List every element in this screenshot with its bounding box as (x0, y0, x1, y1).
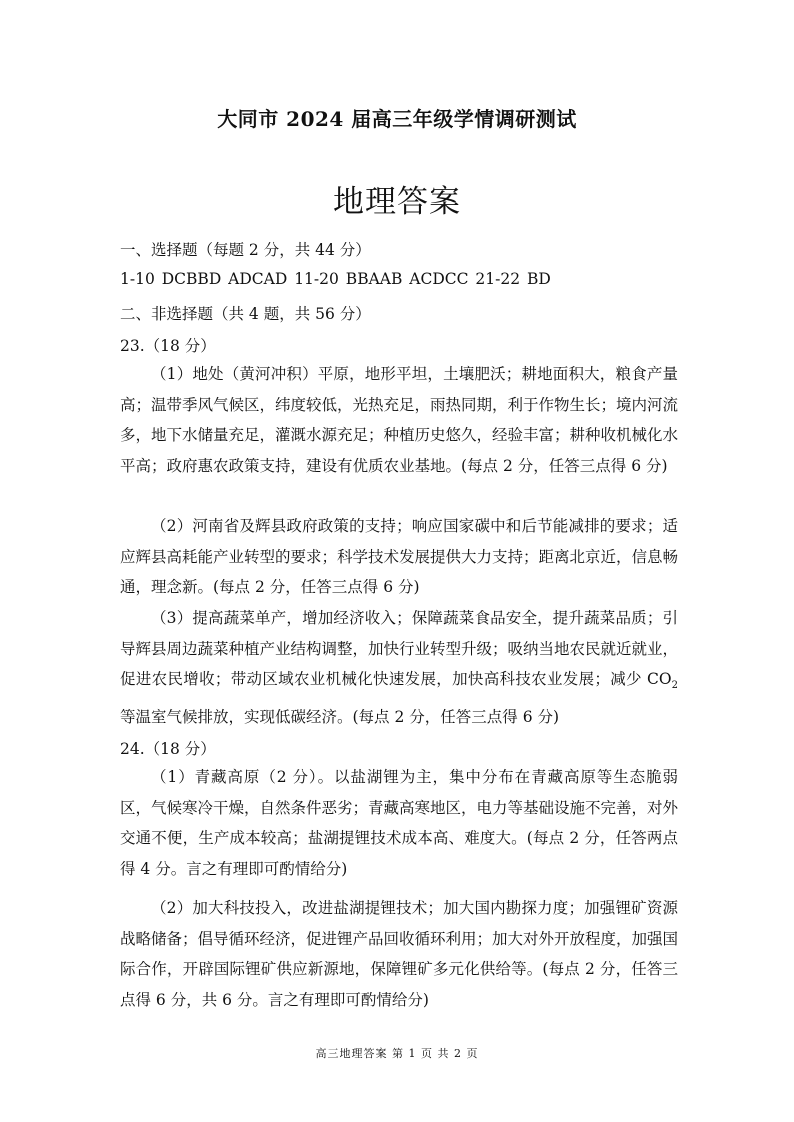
page-footer: 高三地理答案 第 1 页 共 2 页 (315, 1047, 479, 1060)
section1-heading: 一、选择题（每题 2 分，共 44 分） (120, 241, 371, 259)
q23-part1: （1）地处（黄河冲积）平原，地形平坦，土壤肥沃；耕地面积大，粮食产量高；温带季风气候区，纬度较低，光热充足，雨热同期，利于作物生长；境内河流多，地下水储量充足，灌溉水源充足；种植历史悠久，经验丰富；耕种收机械化水平高；政府惠农政策支持，建设有优质农业基地。(每点 2 分，任答三点得 6 分) (120, 365, 679, 475)
q23-part3-subscript: 2 (671, 680, 678, 692)
q24-part2: （2）加大科技投入，改进盐湖提锂技术；加大国内勘探力度；加强锂矿资源战略储备；倡导循环经济，促进锂产品回收循环利用；加大对外开放程度，加强国际合作，开辟国际锂矿供应新源地，保障锂矿多元化供给等。(每点 2 分，任答三点得 6 分，共 6 分。言之有理即可酌情给分) (120, 899, 679, 1009)
q23-part3-text-a: （3）提高蔬菜单产，增加经济收入；保障蔬菜食品安全，提升蔬菜品质；引导辉县周边蔬菜种植产业结构调整，加快行业转型升级；吸纳当地农民就近就业，促进农民增收；带动区域农业机械化快速发展，加快高科技农业发展；减少 CO (120, 609, 679, 688)
q23-part2: （2）河南省及辉县政府政策的支持；响应国家碳中和后节能减排的要求；适应辉县高耗能产业转型的要求；科学技术发展提供大力支持；距离北京近，信息畅通，理念新。(每点 2 分，任答三点得 6 分) (120, 517, 679, 596)
choice-answers: 1-10 DCBBD ADCAD 11-20 BBAAB ACDCC 21-22 BD (120, 270, 551, 288)
document-title: 大同市 2024 届高三年级学情调研测试 (217, 107, 577, 131)
q23-label: 23.（18 分） (120, 337, 216, 355)
q24-part1: （1）青藏高原（2 分）。以盐湖锂为主，集中分布在青藏高原等生态脆弱区，气候寒冷干燥，自然条件恶劣；青藏高寒地区，电力等基础设施不完善，对外交通不便，生产成本较高；盐湖提锂技术成本高、难度大。(每点 2 分，任答两点得 4 分。言之有理即可酌情给分) (120, 768, 679, 878)
q23-part3-text-b: 等温室气候排放，实现低碳经济。(每点 2 分，任答三点得 6 分) (120, 707, 560, 726)
q23-part3 (120, 603, 678, 732)
section2-heading: 二、非选择题（共 4 题，共 56 分） (120, 305, 371, 323)
q24-label: 24.（18 分） (120, 740, 216, 758)
document-subtitle: 地理答案 (333, 184, 461, 220)
